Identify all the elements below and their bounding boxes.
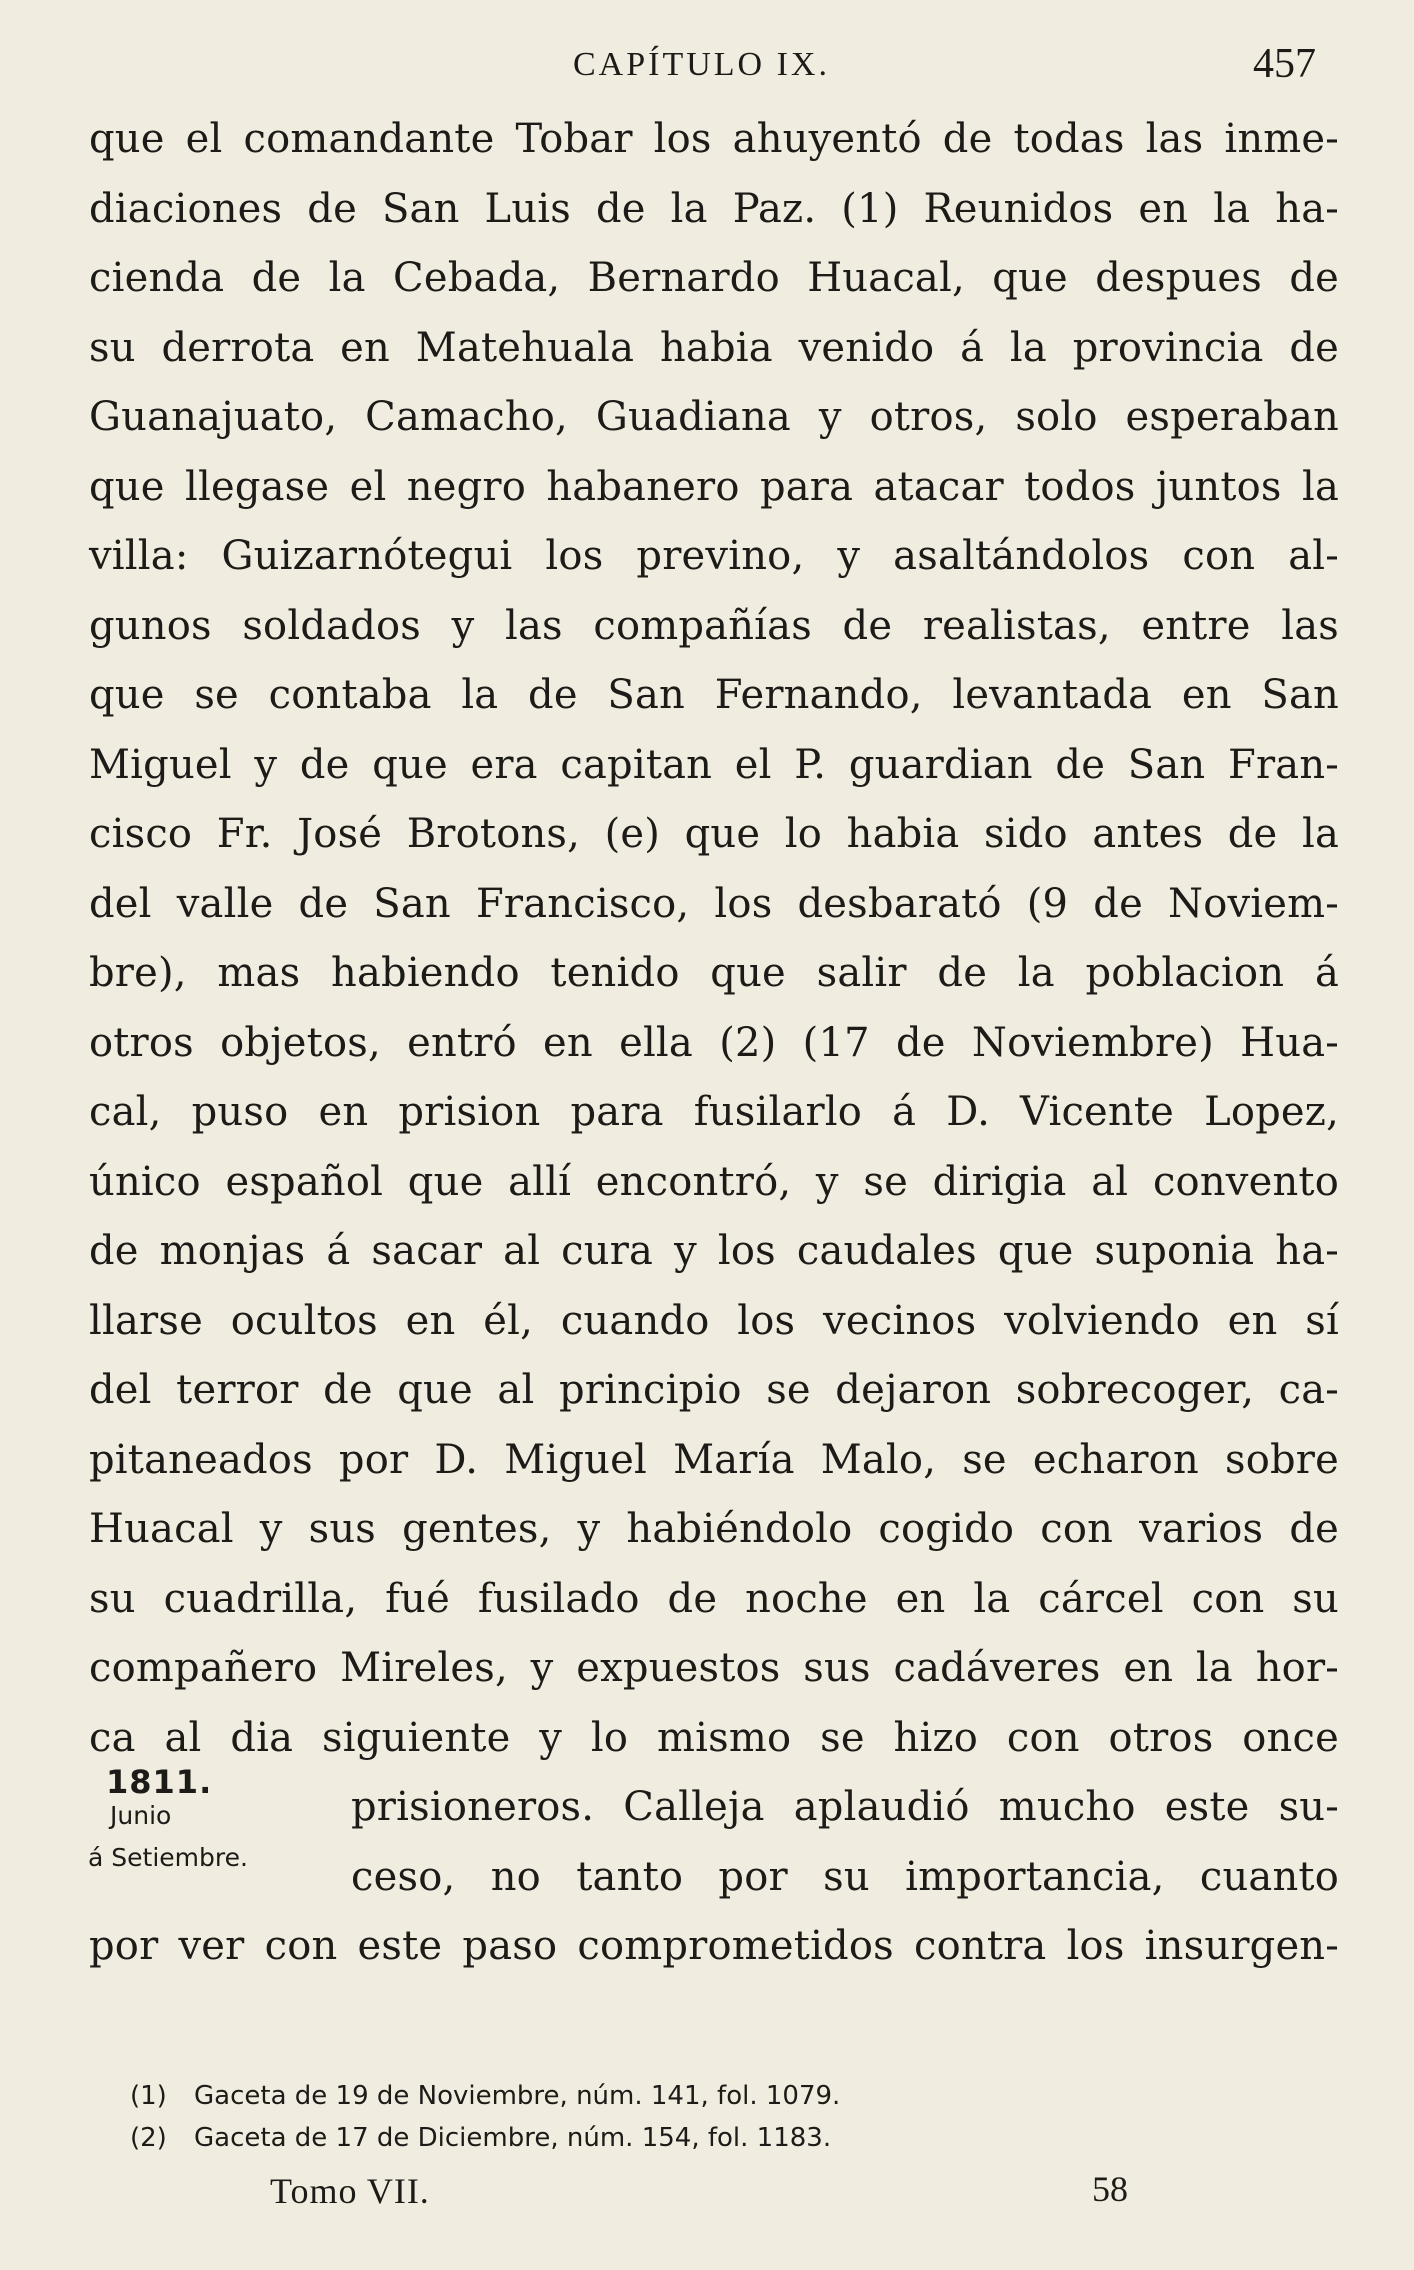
marginal-month-from: Junio	[110, 1801, 172, 1830]
text-line: prisioneros. Calleja aplaudió mucho este su-	[351, 1784, 1339, 1830]
footnote-text: Gaceta de 19 de Noviembre, núm. 141, fol. 1079.	[194, 2081, 841, 2111]
footnote-mark: (1)	[130, 2081, 167, 2111]
text-line: del terror de que al principio se dejaron sobrecoger, ca-	[89, 1367, 1339, 1413]
marginal-month-to: á Setiembre.	[88, 1843, 248, 1872]
footnote-mark: (2)	[130, 2123, 167, 2153]
text-line: que se contaba la de San Fernando, levantada en San	[89, 672, 1339, 718]
text-line: gunos soldados y las compañías de realistas, entre las	[89, 602, 1339, 649]
text-line: que el comandante Tobar los ahuyentó de todas las inme-	[89, 116, 1339, 162]
chapter-heading: CAPÍTULO IX.	[573, 46, 830, 83]
text-line: su derrota en Matehuala habia venido á la provincia de	[89, 324, 1339, 371]
text-line: cienda de la Cebada, Bernardo Huacal, que despues de	[89, 255, 1339, 301]
volume-label: Tomo VII.	[270, 2171, 430, 2211]
text-line: villa: Guizarnótegui los previno, y asaltándolos con al-	[89, 533, 1339, 579]
text-line: Huacal y sus gentes, y habiéndolo cogido con varios de	[89, 1506, 1339, 1552]
text-line: diaciones de San Luis de la Paz. (1) Reunidos en la ha-	[89, 185, 1339, 232]
running-head	[0, 40, 1414, 100]
text-line: su cuadrilla, fué fusilado de noche en la cárcel con su	[89, 1575, 1339, 1622]
text-line: cisco Fr. José Brotons, (e) que lo habia sido antes de la	[89, 811, 1339, 857]
text-line: otros objetos, entró en ella (2) (17 de Noviembre) Hua-	[89, 1019, 1339, 1066]
footnote-text: Gaceta de 17 de Diciembre, núm. 154, fol. 1183.	[194, 2123, 832, 2153]
text-line: ca al dia siguiente y lo mismo se hizo con otros once	[89, 1714, 1339, 1761]
text-line: Miguel y de que era capitan el P. guardian de San Fran-	[89, 741, 1339, 788]
text-line: del valle de San Francisco, los desbarató (9 de Noviem-	[89, 880, 1339, 927]
text-line: pitaneados por D. Miguel María Malo, se echaron sobre	[89, 1436, 1339, 1483]
text-line: por ver con este paso comprometidos contra los insurgen-	[89, 1923, 1339, 1969]
text-line: Guanajuato, Camacho, Guadiana y otros, solo esperaban	[89, 394, 1339, 440]
footnotes	[130, 2075, 1230, 2159]
text-line: ceso, no tanto por su importancia, cuanto	[351, 1853, 1339, 1900]
marginal-year: 1811.	[106, 1763, 213, 1801]
text-line: bre), mas habiendo tenido que salir de la poblacion á	[89, 950, 1339, 996]
body-text	[89, 105, 1339, 1982]
text-line: compañero Mireles, y expuestos sus cadáveres en la hor-	[89, 1645, 1339, 1691]
text-line: cal, puso en prision para fusilarlo á D. Vicente Lopez,	[89, 1089, 1339, 1135]
text-line: que llegase el negro habanero para atacar todos juntos la	[89, 463, 1339, 510]
page-number: 457	[1253, 41, 1316, 87]
text-line: de monjas á sacar al cura y los caudales que suponia ha-	[89, 1228, 1339, 1274]
signature-mark: 58	[1092, 2169, 1128, 2209]
footnote-2	[130, 2117, 1230, 2159]
text-line: único español que allí encontró, y se dirigia al convento	[89, 1158, 1339, 1205]
text-line: llarse ocultos en él, cuando los vecinos volviendo en sí	[89, 1297, 1339, 1344]
footnote-1	[130, 2075, 1230, 2117]
